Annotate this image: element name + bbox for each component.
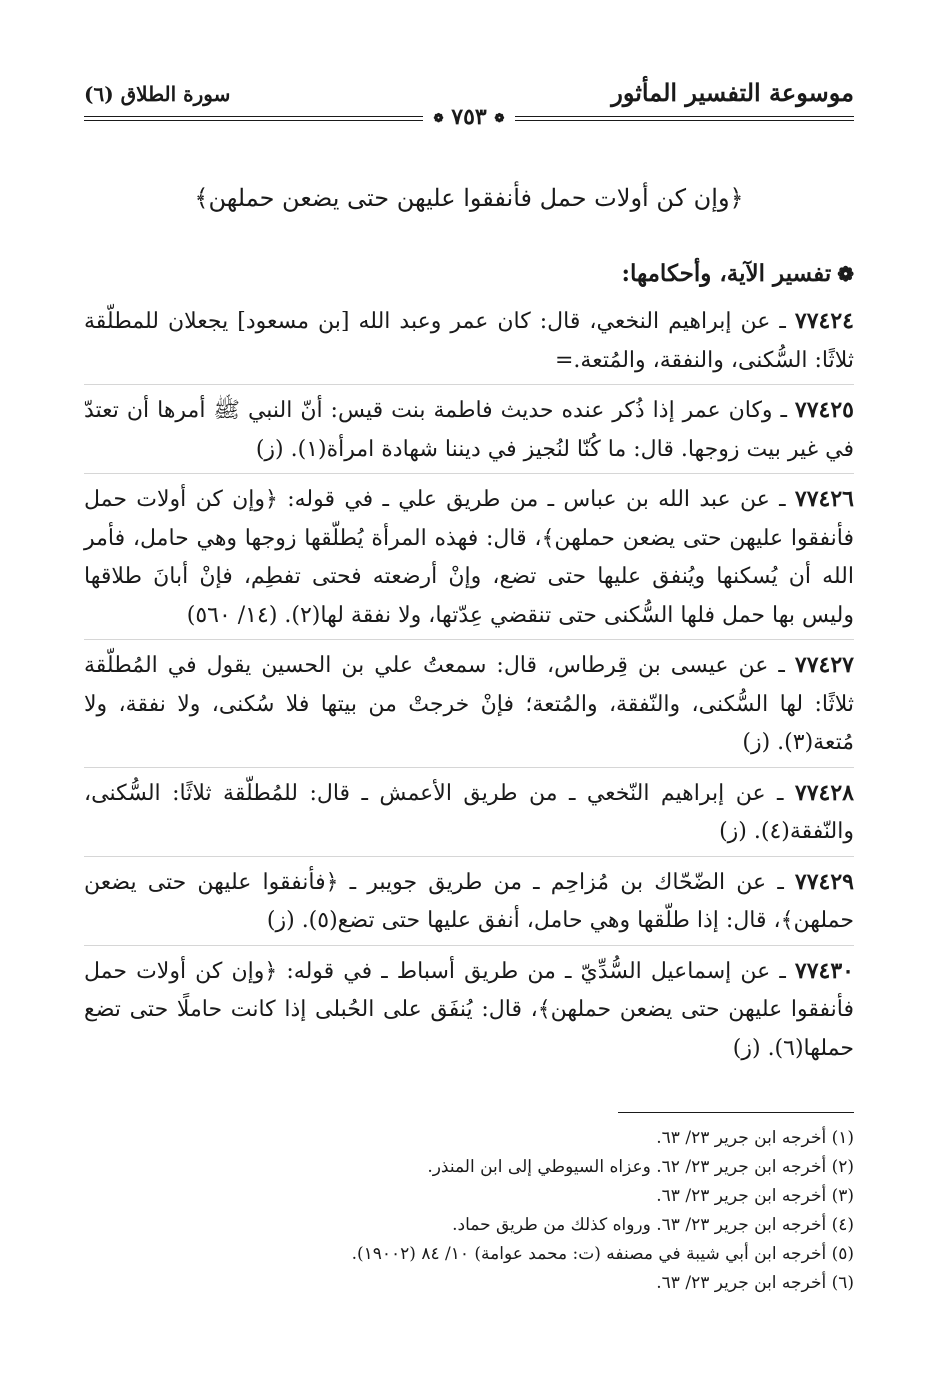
entry	[84, 302, 854, 385]
footnote: (٦) أخرجه ابن جرير ٢٣/ ٦٣.	[656, 1273, 854, 1293]
entry-text: ـ عن عيسى بن قِرطاس، قال: سمعتُ علي بن الحسين يقول في المُطلّقة ثلاثًا: لها السُّكنى، والنّفقة، والمُتعة؛ فإنْ خرجتْ من بيتها فلا سُكنى، ولا نفقة، ولا مُتعة(٣). (ز)	[84, 653, 854, 755]
entry-number: ٧٧٤٣٠	[794, 957, 854, 984]
page-header	[84, 72, 854, 128]
entry	[84, 480, 854, 640]
footnote: (٢) أخرجه ابن جرير ٢٣/ ٦٢. وعزاه السيوطي إلى ابن المنذر.	[427, 1157, 854, 1177]
entry-text: ـ عن الضّحّاك بن مُزاحِم ـ من طريق جويبر ـ ﴿فأنفقوا عليهن حتى يضعن حملهن﴾، قال: إذا طلّقها وهي حامل، أنفق عليها حتى تضع(٥). (ز)	[84, 869, 854, 933]
quran-verse: ﴿وإن كن أولات حمل فأنفقوا عليهن حتى يضعن حملهن﴾	[194, 184, 744, 212]
entry-number: ٧٧٤٢٩	[794, 868, 854, 895]
footnote: (٤) أخرجه ابن جرير ٢٣/ ٦٣. ورواه كذلك من طريق حماد.	[452, 1215, 854, 1235]
entry	[84, 646, 854, 768]
entry-number: ٧٧٤٢٦	[794, 486, 854, 512]
header-rule-right	[515, 116, 854, 121]
entry-number: ٧٧٤٢٤	[794, 308, 854, 334]
section-heading	[622, 256, 854, 292]
footnote: (١) أخرجه ابن جرير ٢٣/ ٦٣.	[656, 1128, 854, 1148]
entry-text: ـ عن إسماعيل السُّدِّيّ ـ من طريق أسباط ـ في قوله: ﴿وإن كن أولات حمل فأنفقوا عليهن حتى يضعن حملهن﴾، قال: يُنفَق على الحُبلى إذا كانت حاملًا حتى تضع حملها(٦). (ز)	[84, 958, 854, 1061]
page-number-block	[423, 106, 515, 129]
entry-text: ـ وكان عمر إذا ذُكر عنده حديث فاطمة بنت قيس: أنّ النبي ﷺ أمرها أن تعتدّ في غير بيت زوجها. قال: ما كُنّا لنُجيز في ديننا شهادة امرأة(١). (ز)	[84, 398, 854, 462]
ornament-icon: ❁	[433, 111, 444, 125]
entries	[84, 302, 854, 1078]
footnote-separator	[618, 1112, 854, 1113]
entry-number: ٧٧٤٢٨	[794, 779, 854, 806]
entry-number: ٧٧٤٢٧	[794, 652, 854, 678]
entry-text: ـ عن عبد الله بن عباس ـ من طريق علي ـ في قوله: ﴿وإن كن أولات حمل فأنفقوا عليهن حتى يضعن حملهن﴾، قال: فهذه المرأة يُطلّقها زوجها وهي حامل، فأمر الله أن يُسكنها ويُنفق عليها حتى تضع، وإنْ أرضعته فحتى تفطِم، فإنْ أبانَ طلاقها وليس بها حمل فلها السُّكنى حتى تنقضي عِدّتها، ولا نفقة لها(٢). (١٤/ ٥٦٠)	[84, 487, 854, 628]
star-ornament-icon: ❁	[837, 262, 854, 286]
section-title: تفسير الآية، وأحكامها:	[621, 260, 832, 287]
surah-label: سورة الطلاق (٦)	[84, 82, 231, 106]
page-number: ٧٥٣	[451, 104, 487, 130]
ornament-icon: ❁	[494, 111, 505, 125]
entry	[84, 863, 854, 946]
entry-text: ـ عن إبراهيم النّخعي ـ من طريق الأعمش ـ قال: للمُطلّقة ثلاثًا: السُّكنى، والنّفقة(٤). (ز)	[84, 780, 854, 844]
header-rule-left	[84, 116, 423, 121]
entry	[84, 774, 854, 857]
entry	[84, 952, 854, 1073]
footnote: (٥) أخرجه ابن أبي شيبة في مصنفه (ت: محمد عوامة) ١٠/ ٨٤ (١٩٠٠٢).	[351, 1244, 854, 1264]
book-title: موسوعة التفسير المأثور	[611, 78, 854, 107]
footnotes	[84, 1124, 854, 1298]
footnote: (٣) أخرجه ابن جرير ٢٣/ ٦٣.	[656, 1186, 854, 1206]
entry-number: ٧٧٤٢٥	[794, 397, 854, 423]
entry-text: ـ عن إبراهيم النخعي، قال: كان عمر وعبد الله [بن مسعود] يجعلان للمطلّقة ثلاثًا: السُّكنى، والنفقة، والمُتعة.=	[84, 309, 854, 373]
entry	[84, 391, 854, 474]
